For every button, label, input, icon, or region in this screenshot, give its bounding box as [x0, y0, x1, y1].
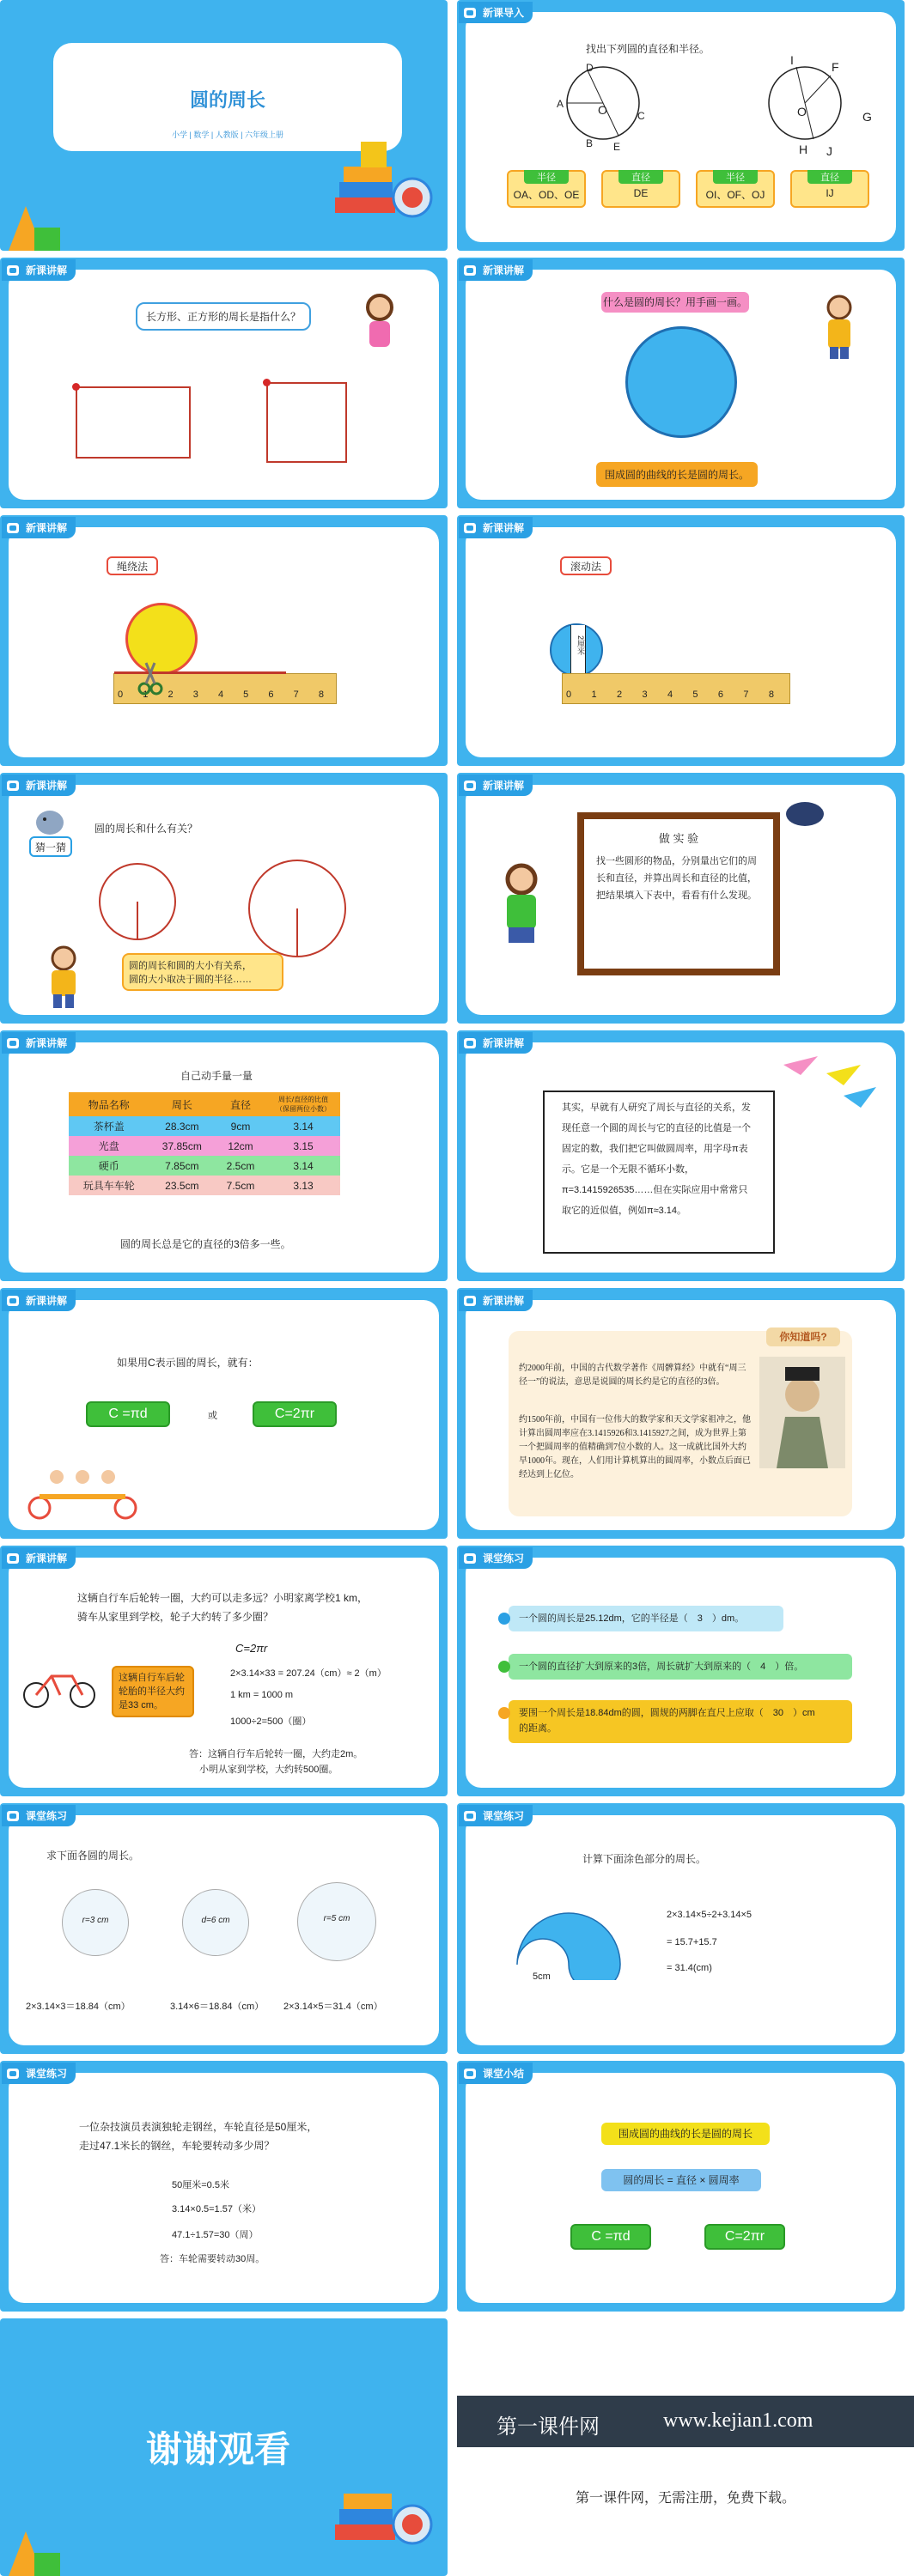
blackboard: [577, 812, 780, 975]
question-line: 的距离。: [519, 1723, 557, 1734]
page-title: 圆的周长: [189, 89, 265, 111]
section-tag: 课堂练习: [459, 1805, 533, 1826]
or-text: 或: [208, 1411, 217, 1421]
slide-circle-exercises[interactable]: [0, 1803, 448, 2054]
prompt-text: 计算下面涂色部分的周长。: [582, 1853, 707, 1865]
formula-radius: C=2πr: [253, 1401, 337, 1427]
slide-icon: [464, 1811, 476, 1821]
section-tag: 新课讲解: [2, 1547, 76, 1569]
label-f: F: [832, 60, 839, 74]
answer-bar: 围成圆的曲线的长是圆的周长。: [596, 462, 758, 487]
brand-slogan: 第一课件网，无需注册，免费下载。: [575, 2491, 795, 2506]
panel-title: 你知道吗?: [766, 1327, 840, 1346]
answer-line: 答：车轮需要转动30周。: [160, 2254, 265, 2264]
section-tag: 新课讲解: [2, 1290, 76, 1311]
boy-icon: [43, 945, 84, 1010]
answer-line: 答：这辆自行车后轮转一圈，大约走2m。: [189, 1749, 363, 1759]
slide-card: [9, 527, 439, 757]
slide-icon: [464, 1553, 476, 1564]
books-illustration: [326, 2464, 447, 2576]
slide-icon: [7, 1038, 19, 1048]
table-row: 玩具车车轮 23.5cm 7.5cm 3.13: [69, 1176, 340, 1195]
slide-experiment[interactable]: [457, 773, 905, 1024]
section-tag: 新课讲解: [2, 1032, 76, 1054]
paper-plane-icons: [783, 1056, 878, 1125]
problem-line: 这辆自行车后轮转一圈，大约可以走多远？小明家离学校1 km，: [77, 1592, 369, 1604]
slide-shaded-perimeter[interactable]: [457, 1803, 905, 2054]
slide-formulas[interactable]: [0, 1288, 448, 1539]
section-tag: 新课讲解: [459, 517, 533, 538]
table-title: 自己动手量一量: [180, 1070, 253, 1082]
section-tag: 新课讲解: [459, 259, 533, 281]
formula-text: C=2πr: [235, 1642, 268, 1655]
bicycle-kids-icon: [22, 1460, 143, 1520]
slide-unicycle-problem[interactable]: [0, 2061, 448, 2312]
label-o-left: O: [598, 103, 607, 117]
method-label: 滚动法: [560, 556, 612, 575]
scissors-icon: [137, 661, 163, 696]
method-label: 绳绕法: [107, 556, 158, 575]
brand-panel: [457, 2318, 914, 2576]
calc-line: 2×3.14×33 = 207.24（cm）≈ 2（m）: [230, 1668, 387, 1679]
slide-icon: [464, 8, 476, 18]
table-header: 周长: [171, 1098, 192, 1111]
guess-badge: 猜一猜: [29, 836, 72, 857]
circle-exercise-2: d=6 cm: [182, 1889, 249, 1956]
conclusion-text: 圆的周长总是它的直径的3倍多一些。: [120, 1238, 291, 1250]
start-dot: [72, 383, 80, 391]
bicycle-icon: [22, 1664, 96, 1709]
slide-circle-perimeter[interactable]: [457, 258, 905, 508]
problem-line: 一位杂技演员表演独轮走钢丝，车轮直径是50厘米，: [79, 2121, 318, 2133]
label-o-right: O: [797, 105, 807, 118]
calc-line: 47.1÷1.57=30（周）: [172, 2230, 259, 2240]
brand-bar: [457, 2396, 914, 2447]
calc-line: 50厘米=0.5米: [172, 2180, 229, 2190]
pi-text: 其实，早就有人研究了周长与直径的关系，发现任意一个圆的周长与它的直径的比值是一个固定的数，我们把它叫做圆周率，用字母π表示。它是一个无限不循环小数，π=3.1415926535……但在实际应用中常常只取它的近似值，例如π≈3.14。: [562, 1103, 751, 1216]
thanks-title: 谢谢观看: [146, 2429, 291, 2470]
ruler: [562, 673, 790, 704]
calc-line: 1000÷2=500（圈）: [230, 1716, 312, 1727]
dimension-label: 5cm: [533, 1971, 551, 1982]
slide-icon: [7, 523, 19, 533]
slide-icon: [464, 265, 476, 276]
formula-diameter: C =πd: [570, 2224, 651, 2250]
brand-name: 第一课件网: [497, 2416, 600, 2439]
table-header: 直径: [230, 1098, 252, 1111]
circle-exercise-3: r=5 cm: [297, 1882, 376, 1961]
slide-icon: [7, 265, 19, 276]
slide-icon: [464, 1296, 476, 1306]
slide-intro-circles[interactable]: [457, 0, 905, 251]
bullet-icon: [498, 1613, 510, 1625]
prompt-text: 求下面各圆的周长。: [46, 1850, 140, 1862]
slide-icon: [7, 2069, 19, 2079]
answer-line: 圆的大小取决于圆的半径……: [129, 975, 252, 985]
slide-icon: [464, 1038, 476, 1048]
prompt-text: 找出下列圆的直径和半径。: [586, 43, 710, 55]
question-text: 圆的周长和什么有关？: [94, 823, 198, 835]
circle-diagram-right: [753, 52, 856, 155]
section-tag: 课堂练习: [459, 1547, 533, 1569]
diameter-mark: 2厘米: [576, 635, 585, 656]
slide-roll-method[interactable]: [457, 515, 905, 766]
question-bar-3[interactable]: [509, 1700, 852, 1743]
board-text: 找一些圆形的物品，分别量出它们的周长和直径，并算出周长和直径的比值，把结果填入下表中，看看有什么发现。: [596, 856, 757, 901]
problem-line: 走过47.1米长的钢丝，车轮要转动多少周？: [79, 2140, 275, 2152]
slide-guess[interactable]: [0, 773, 448, 1024]
answer-line: 圆的周长和圆的大小有关系，: [129, 961, 252, 971]
section-tag: 新课导入: [459, 2, 533, 23]
formula-diameter: C =πd: [86, 1401, 170, 1427]
definition-box: 围成圆的曲线的长是圆的周长: [601, 2123, 770, 2145]
answer-line: 小明从家到学校，大约转500圈。: [199, 1765, 338, 1775]
answer-box-2[interactable]: 直径 DE: [601, 170, 680, 208]
formula-radius: C=2πr: [704, 2224, 785, 2250]
section-tag: 新课讲解: [459, 1032, 533, 1054]
table-header-row: [69, 1092, 340, 1116]
measurement-table: [69, 1092, 340, 1195]
question-bar-2[interactable]: 一个圆的直径扩大到原来的3倍，周长就扩大到原来的（ 4 ）倍。: [509, 1654, 852, 1680]
ruler-ticks: 0 1 2 3 4 5 6 7 8: [118, 690, 324, 700]
history-paragraph: 约1500年前，中国有一位伟大的数学家和天文学家祖冲之，他计算出圆周率应在3.1415926和3.1415927之间，成为世界上第一个把圆周率的值精确到7位小数的人。这一成就比国外大约早1000年。现在，人们用计算机算出的圆周率，小数点后面已经达到上亿位。: [519, 1415, 751, 1479]
question-bubble: 长方形、正方形的周长是指什么？: [136, 302, 311, 331]
calc-line: 3.14×0.5=1.57（米）: [172, 2204, 261, 2215]
label-a: A: [557, 98, 564, 110]
section-tag: 新课讲解: [2, 775, 76, 796]
start-dot: [263, 379, 271, 386]
section-tag: 新课讲解: [459, 775, 533, 796]
ruler-ticks: 0 1 2 3 4 5 6 7 8: [566, 690, 774, 700]
label-g: G: [862, 110, 872, 124]
intro-text: 如果用C表示圆的周长，就有：: [117, 1357, 259, 1369]
circle-small: [94, 859, 180, 945]
boy-icon: [818, 292, 861, 361]
answer-box-1[interactable]: 半径 OA、OD、OE: [507, 170, 586, 208]
label-h: H: [799, 143, 808, 156]
section-tag: 新课讲解: [459, 1290, 533, 1311]
table-row: 硬币 7.85cm 2.5cm 3.14: [69, 1156, 340, 1176]
answer-box-4[interactable]: 直径 IJ: [790, 170, 869, 208]
rectangle-shape: [76, 386, 191, 459]
slide-bicycle-problem[interactable]: [0, 1546, 448, 1796]
calc-line: 2×3.14×5÷2+3.14×5: [667, 1910, 753, 1920]
question-line: 要围一个周长是18.84dm的圆，圆规的两脚在直尺上应取（ 30 ）cm: [519, 1708, 815, 1718]
board-title: 做 实 验: [658, 832, 699, 845]
slide-icon: [7, 1553, 19, 1564]
elephant-icon: [33, 807, 67, 836]
calc-line: = 31.4(cm): [667, 1963, 712, 1973]
slide-measure-table[interactable]: [0, 1030, 448, 1281]
slide-icon: [7, 1811, 19, 1821]
table-row: 茶杯盖 28.3cm 9cm 3.14: [69, 1116, 340, 1136]
puck-icon: [783, 799, 826, 829]
slide-title[interactable]: [0, 0, 448, 251]
question-bar-1[interactable]: 一个圆的周长是25.12dm，它的半径是（ 3 ）dm。: [509, 1606, 783, 1631]
slide-rope-method[interactable]: [0, 515, 448, 766]
label-i: I: [790, 53, 794, 67]
relation-box: 圆的周长 = 直径 × 圆周率: [601, 2169, 761, 2191]
bullet-icon: [498, 1661, 510, 1673]
slide-summary[interactable]: [457, 2061, 905, 2312]
answer-bubble: [122, 953, 283, 991]
table-header: 周长/直径的比值（保留两位小数）: [276, 1096, 331, 1113]
answer-text: 2×3.14×3＝18.84（cm）: [26, 2002, 131, 2012]
slide-icon: [7, 1296, 19, 1306]
question-bubble: 什么是圆的周长？用手画一画。: [601, 292, 749, 313]
section-tag: 新课讲解: [2, 517, 76, 538]
answer-text: 3.14×6＝18.84（cm）: [170, 2002, 265, 2012]
history-paragraph: 约2000年前，中国的古代数学著作《周髀算经》中就有“周三径一”的说法，意思是说圆的周长约是它的直径的3倍。: [519, 1364, 746, 1387]
circle-large: [244, 855, 350, 962]
circle-shape: [625, 326, 737, 438]
slide-icon: [464, 523, 476, 533]
label-c: C: [637, 110, 645, 122]
label-b: B: [586, 137, 594, 149]
bullet-icon: [498, 1707, 510, 1719]
table-header: 物品名称: [88, 1098, 130, 1111]
section-tag: 课堂小结: [459, 2063, 533, 2084]
slide-icon: [464, 2069, 476, 2079]
calc-line: = 15.7+15.7: [667, 1937, 717, 1947]
slide-practice-fill[interactable]: [457, 1546, 905, 1796]
label-j: J: [826, 144, 832, 158]
geometry-shapes: [0, 189, 69, 251]
girl-icon: [361, 292, 399, 352]
notebook: [543, 1091, 775, 1254]
zu-chongzhi-portrait: [759, 1357, 845, 1468]
slide-rectangle-perimeter[interactable]: [0, 258, 448, 508]
answer-box-3[interactable]: 半径 OI、OF、OJ: [696, 170, 775, 208]
page-subtitle: 小学 | 数学 | 人教版 | 六年级上册: [171, 131, 284, 139]
calc-line: 1 km = 1000 m: [230, 1690, 294, 1700]
geometry-shapes: [0, 2514, 69, 2576]
slide-icon: [7, 781, 19, 791]
answer-text: 2×3.14×5＝31.4（cm）: [283, 2002, 383, 2012]
books-illustration: [326, 137, 447, 249]
slide-card: [466, 527, 896, 757]
problem-line: 骑车从家里到学校，轮子大约转了多少圈？: [77, 1611, 274, 1623]
teacher-icon: [491, 859, 551, 945]
section-tag: 课堂练习: [2, 1805, 76, 1826]
square-shape: [266, 382, 347, 463]
section-tag: 课堂练习: [2, 2063, 76, 2084]
label-e: E: [613, 141, 621, 153]
section-tag: 新课讲解: [2, 259, 76, 281]
table-row: 光盘 37.85cm 12cm 3.15: [69, 1136, 340, 1156]
slide-icon: [464, 781, 476, 791]
slide-did-you-know[interactable]: [457, 1288, 905, 1539]
slide-thanks[interactable]: [0, 2318, 448, 2576]
label-d: D: [586, 62, 594, 74]
radius-note: 这辆自行车后轮轮胎的半径大约是33 cm。: [112, 1666, 194, 1717]
slide-pi-notebook[interactable]: [457, 1030, 905, 1281]
shaded-shape: [514, 1886, 625, 1980]
circle-exercise-1: r=3 cm: [62, 1889, 129, 1956]
brand-url[interactable]: www.kejian1.com: [663, 2409, 813, 2432]
